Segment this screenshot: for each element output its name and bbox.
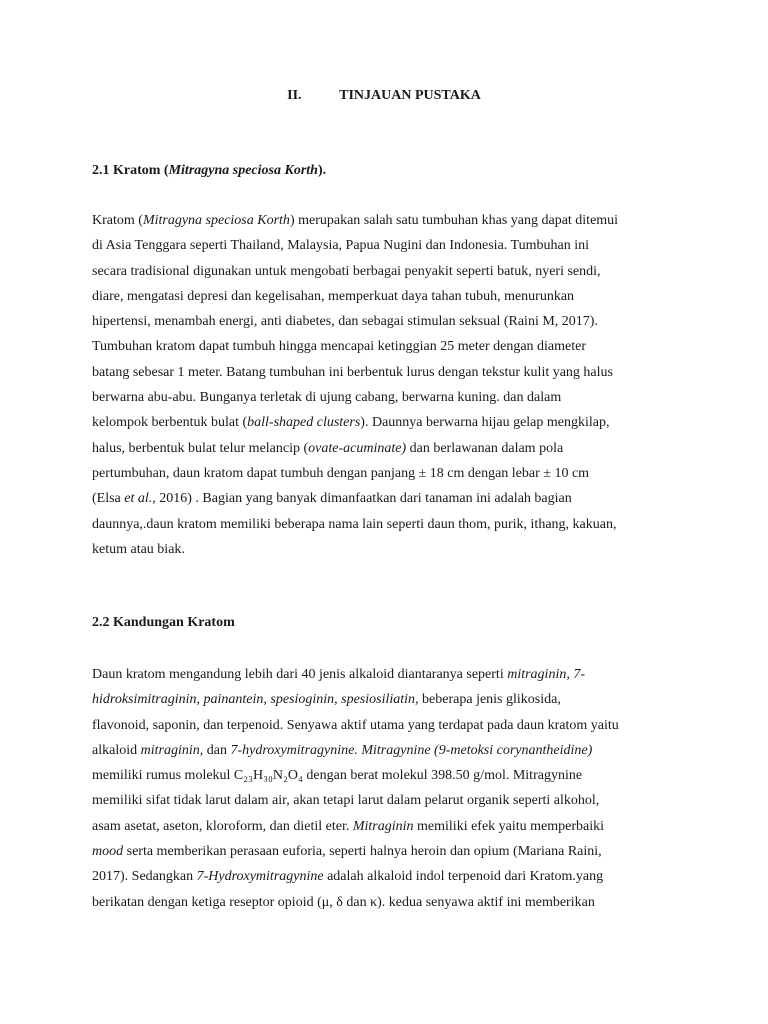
text-line: [92, 537, 692, 562]
text-segment: ). Daunnya berwarna hijau gelap mengkilap,: [360, 415, 610, 431]
text-line: [92, 763, 692, 788]
paragraph-kratom-content: [92, 662, 692, 915]
italic-text: mitraginin, 7-: [507, 667, 585, 682]
paragraph-kratom-description: [92, 208, 692, 562]
text-segment: adalah alkaloid indol terpenoid dari Kratom.yang: [323, 869, 604, 885]
text-line: [92, 713, 692, 738]
text-segment: Kratom (: [92, 213, 143, 228]
text-segment: dan berlawanan dalam pola: [406, 440, 564, 456]
text-segment: kelompok berbentuk bulat (: [92, 415, 248, 431]
text-line: [92, 360, 692, 385]
text-line: [92, 738, 692, 763]
text-segment: Daun kratom mengandung lebih dari 40 jenis alkaloid diantaranya seperti: [92, 667, 508, 682]
text-segment: halus, berbentuk bulat telur melancip (: [92, 440, 309, 456]
text-segment: berikatan dengan ketiga reseptor opioid (μ, δ dan κ). kedua senyawa aktif ini memberikan: [92, 894, 595, 910]
text-segment: hipertensi, menambah energi, anti diabetes, dan sebagai stimulan seksual (Raini M, 2017).: [92, 314, 598, 330]
text-segment: , beberapa jenis glikosida,: [415, 692, 561, 708]
text-line: [92, 233, 692, 258]
text-segment: ketum atau biak.: [92, 541, 185, 557]
text-segment: alkaloid: [92, 742, 141, 758]
italic-text: Mitraginin: [352, 818, 414, 834]
text-segment: pertumbuhan, daun kratom dapat tumbuh dengan panjang ± 18 cm dengan lebar ± 10 cm: [92, 465, 590, 481]
text-segment: flavonoid, saponin, dan terpenoid. Senyawa aktif utama yang terdapat pada daun kratom yaitu: [92, 717, 619, 733]
text-line: [92, 864, 692, 889]
text-line: [92, 284, 692, 309]
text-line: [92, 486, 692, 511]
chapter-title: [0, 88, 768, 104]
italic-text: et al.,: [124, 491, 156, 507]
text-segment: batang sebesar 1 meter. Batang tumbuhan ini berbentuk lurus dengan tekstur kulit yang halus: [92, 364, 613, 380]
text-line: [92, 512, 692, 537]
text-segment: asam asetat, aseton, kloroform, dan dietil eter.: [92, 818, 353, 834]
text-segment: 2016) . Bagian yang banyak dimanfaatkan dari tanaman ini adalah bagian: [155, 491, 572, 507]
text-segment: memiliki rumus molekul C₂₃H₃₀N₂O₄ dengan berat molekul 398.50 g/mol. Mitragynine: [92, 768, 583, 784]
text-segment: secara tradisional digunakan untuk mengobati berbagai penyakit seperti batuk, nyeri sendi,: [92, 263, 601, 279]
chapter-number: II.: [287, 88, 302, 103]
section-heading-kandungan: 2.2 Kandungan Kratom: [92, 615, 235, 630]
text-segment: 2017). Sedangkan: [92, 869, 197, 885]
text-segment: diare, mengatasi depresi dan kegelisahan, memperkuat daya tahan tubuh, menurunkan: [92, 288, 575, 304]
text-line: [92, 410, 692, 435]
text-segment: memiliki sifat tidak larut dalam air, akan tetapi larut dalam pelarut organik seperti alkohol,: [92, 793, 600, 809]
text-segment: Tumbuhan kratom dapat tumbuh hingga mencapai ketinggian 25 meter dengan diameter: [92, 339, 587, 355]
italic-text: Mitragyna speciosa Korth: [142, 213, 290, 228]
italic-text: 7-Hydroxymitragynine: [196, 869, 324, 885]
text-line: [92, 814, 692, 839]
text-line: [92, 839, 692, 864]
text-line: [92, 890, 692, 915]
text-line: [92, 788, 692, 813]
text-segment: dan: [203, 742, 231, 758]
chapter-heading: TINJAUAN PUSTAKA: [339, 88, 481, 103]
section-heading-kratom: 2.1 Kratom (Mitragyna speciosa Korth).: [92, 163, 327, 178]
text-line: [92, 687, 692, 712]
italic-text: mood: [92, 844, 124, 860]
italic-text: hidroksimitraginin, painantein, spesioginin, spesiosiliatin: [92, 692, 416, 708]
text-segment: (Elsa: [92, 491, 125, 507]
text-line: [92, 385, 692, 410]
text-line: [92, 461, 692, 486]
italic-text: ball-shaped clusters: [247, 415, 361, 431]
text-line: [92, 662, 692, 687]
text-line: [92, 334, 692, 359]
text-segment: daunnya,.daun kratom memiliki beberapa nama lain seperti daun thom, purik, ithang, kakuan,: [92, 516, 617, 532]
text-segment: ) merupakan salah satu tumbuhan khas yang dapat ditemui: [289, 213, 619, 228]
text-segment: di Asia Tenggara seperti Thailand, Malaysia, Papua Nugini dan Indonesia. Tumbuhan ini: [92, 238, 589, 254]
text-line: [92, 309, 692, 334]
text-line: [92, 436, 692, 461]
italic-text: 7-hydroxymitragynine. Mitragynine (9-metoksi corynantheidine): [230, 742, 593, 758]
text-segment: berwarna abu-abu. Bunganya terletak di ujung cabang, berwarna kuning. dan dalam: [92, 390, 562, 406]
text-segment: memiliki efek yaitu memperbaiki: [413, 818, 605, 834]
text-line: [92, 208, 692, 233]
text-line: [92, 259, 692, 284]
italic-text: ovate-acuminate): [308, 440, 407, 456]
italic-text: mitraginin,: [140, 742, 204, 758]
text-segment: serta memberikan perasaan euforia, seperti halnya heroin dan opium (Mariana Raini,: [123, 844, 602, 860]
